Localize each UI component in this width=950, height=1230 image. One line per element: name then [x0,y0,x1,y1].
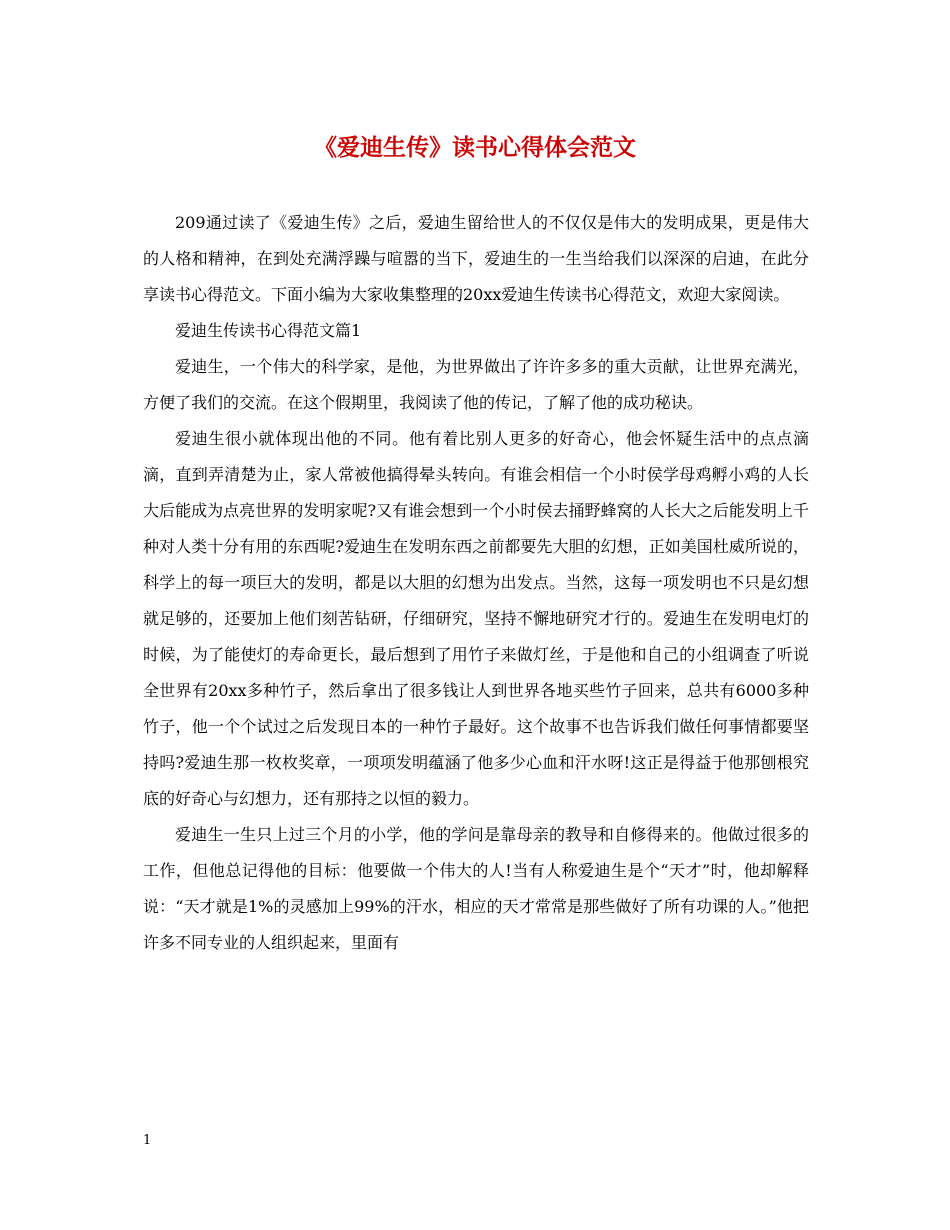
body-paragraph: 爱迪生很小就体现出他的不同。他有着比别人更多的好奇心，他会怀疑生活中的点点滴滴，直到弄清楚为止，家人常被他搞得晕头转向。有谁会相信一个小时侯学母鸡孵小鸡的人长大后能成为点亮世界的发明家呢?又有谁会想到一个小时侯去捅野蜂窝的人长大之后能发明上千种对人类十分有用的东西呢?爱迪生在发明东西之前都要先大胆的幻想，正如美国杜威所说的，科学上的每一项巨大的发明，都是以大胆的幻想为出发点。当然，这每一项发明也不只是幻想就足够的，还要加上他们刻苦钻研，仔细研究，坚持不懈地研究才行的。爱迪生在发明电灯的时候，为了能使灯的寿命更长，最后想到了用竹子来做灯丝，于是他和自己的小组调查了听说全世界有20xx多种竹子，然后拿出了很多钱让人到世界各地买些竹子回来，总共有6000多种竹子，他一个个试过之后发现日本的一种竹子最好。这个故事不也告诉我们做任何事情都要坚持吗?爱迪生那一枚枚奖章，一项项发明蕴涵了他多少心血和汗水呀!这正是得益于他那刨根究底的好奇心与幻想力，还有那持之以恒的毅力。 [143,429,809,808]
body-paragraph: 爱迪生一生只上过三个月的小学，他的学问是靠母亲的教导和自修得来的。他做过很多的工作，但他总记得他的目标：他要做一个伟大的人!当有人称爱迪生是个“天才”时，他却解释说：“天才就是1%的灵感加上99%的汗水，相应的天才常常是那些做好了所有功课的人。”他把许多不同专业的人组织起来，里面有 [143,825,809,952]
intro-paragraph: 209通过读了《爱迪生传》之后，爱迪生留给世人的不仅仅是伟大的发明成果，更是伟大的人格和精神，在到处充满浮躁与喧嚣的当下，爱迪生的一生当给我们以深深的启迪，在此分享读书心得范文。下面小编为大家收集整理的20xx爱迪生传读书心得范文，欢迎大家阅读。 [143,213,809,304]
body-paragraph: 爱迪生，一个伟大的科学家，是他，为世界做出了许许多多的重大贡献，让世界充满光，方便了我们的交流。在这个假期里，我阅读了他的传记，了解了他的成功秘诀。 [143,357,809,412]
page-number: 1 [143,1133,152,1148]
document-title: 《爱迪生传》读书心得体会范文 [314,134,636,161]
section-heading: 爱迪生传读书心得范文篇1 [175,321,362,340]
document-body [143,205,809,961]
